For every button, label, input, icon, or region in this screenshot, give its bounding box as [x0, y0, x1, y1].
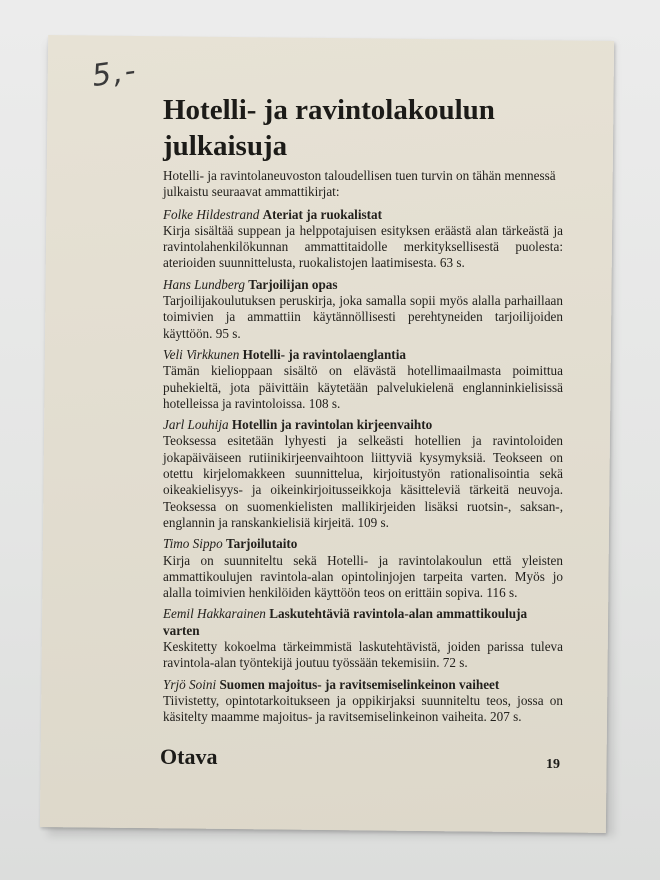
book-author: Timo Sippo [163, 536, 223, 552]
page-title: Hotelli- ja ravintolakoulun julkaisuja [163, 94, 495, 162]
book-description: Keskitetty kokoelma tärkeimmistä laskutehtävistä, joiden parissa tuleva ravintola-alan työntekijä joutuu työssään tekemisiin. 72 s. [163, 639, 563, 671]
handwritten-price-note: 5,- [89, 53, 140, 94]
book-title: Ateriat ja ruokalistat [262, 206, 383, 222]
book-description: Tämän kielioppaan sisältö on elävästä hotellimaailmasta poimittua puhekieltä, jota päivittäin käytetään palvelukielenä englanninkielisissä hotelleissa ja ravintoloissa. 108 s. [163, 363, 563, 411]
book-title: Hotellin ja ravintolan kirjeenvaihto [231, 417, 433, 433]
book-description: Tarjoilijakoulutuksen peruskirja, joka samalla sopii myös alalla parhaillaan toimivien ja ammattiin käytännöllisesti perehtyneiden tarjoilijoiden käyttöön. 95 s. [163, 293, 563, 341]
book-description: Teoksessa esitetään lyhyesti ja selkeästi hotellien ja ravintoloiden jokapäiväiseen rutiinikirjeenvaihtoon liittyviä kysymyksiä. Teokseen on otettu kirjelomakkeen suunnittelua, kirjoitustyön rationalisointia sekä oikeakielisyys- ja oikeinkirjoitusseikkoja käsitteleviä tärkeitä neuvoja. Teoksessa on suomenkielisten mallikirjeiden lisäksi ruotsin-, saksan-, englannin ja ranskankielisiä kirjeitä. 109 s. [163, 433, 563, 530]
book-list [163, 168, 563, 731]
book-entry [163, 417, 563, 531]
book-entry [163, 347, 563, 412]
book-author: Folke Hildestrand [163, 206, 260, 222]
publisher-name: Otava [160, 744, 218, 769]
book-entry [163, 207, 563, 272]
book-description: Kirja on suunniteltu sekä Hotelli- ja ravintolakoulun että yleisten ammattikoulujen ravintola-alan opintolinjojen tarpeita varten. Myös jo alalla toimivien henkilöiden käyttöön teos on erittäin sopiva. 116 s. [163, 552, 563, 601]
book-title: Suomen majoitus- ja ravitsemiselinkeinon vaiheet [219, 676, 500, 692]
book-description: Tiivistetty, opintotarkoitukseen ja oppikirjaksi suunniteltu teos, jossa on käsitelty maamme majoitus- ja ravitsemiselinkeinon vaiheita. 207 s. [163, 692, 563, 725]
book-author: Jarl Louhija [163, 417, 229, 433]
book-entry [163, 536, 563, 601]
book-title: Tarjoilijan opas [248, 276, 338, 292]
book-title: Laskutehtäviä ravintola-alan ammattikouluja varten [163, 606, 528, 638]
book-author: Veli Virkkunen [163, 346, 240, 362]
book-entry [163, 677, 563, 726]
book-title: Hotelli- ja ravintolaenglantia [242, 346, 406, 362]
book-author: Eemil Hakkarainen [163, 606, 266, 622]
book-entry [163, 277, 563, 342]
book-entry [163, 606, 563, 671]
book-author: Hans Lundberg [163, 276, 245, 292]
page-number: 19 [546, 757, 560, 772]
book-author: Yrjö Soini [163, 676, 217, 692]
book-description: Kirja sisältää suppean ja helppotajuisen esityksen eräästä alan tärkeästä ja ravintolahenkilökunnan ammattitaidolle merkityksellisestä puolesta: aterioiden suunnittelusta, ruokalistojen laatimisesta. 63 s. [163, 222, 563, 271]
intro-text: Hotelli- ja ravintolaneuvoston taloudellisen tuen turvin on tähän mennessä julkaistu seuraavat ammattikirjat: [163, 168, 556, 200]
book-title: Tarjoilutaito [226, 536, 298, 552]
